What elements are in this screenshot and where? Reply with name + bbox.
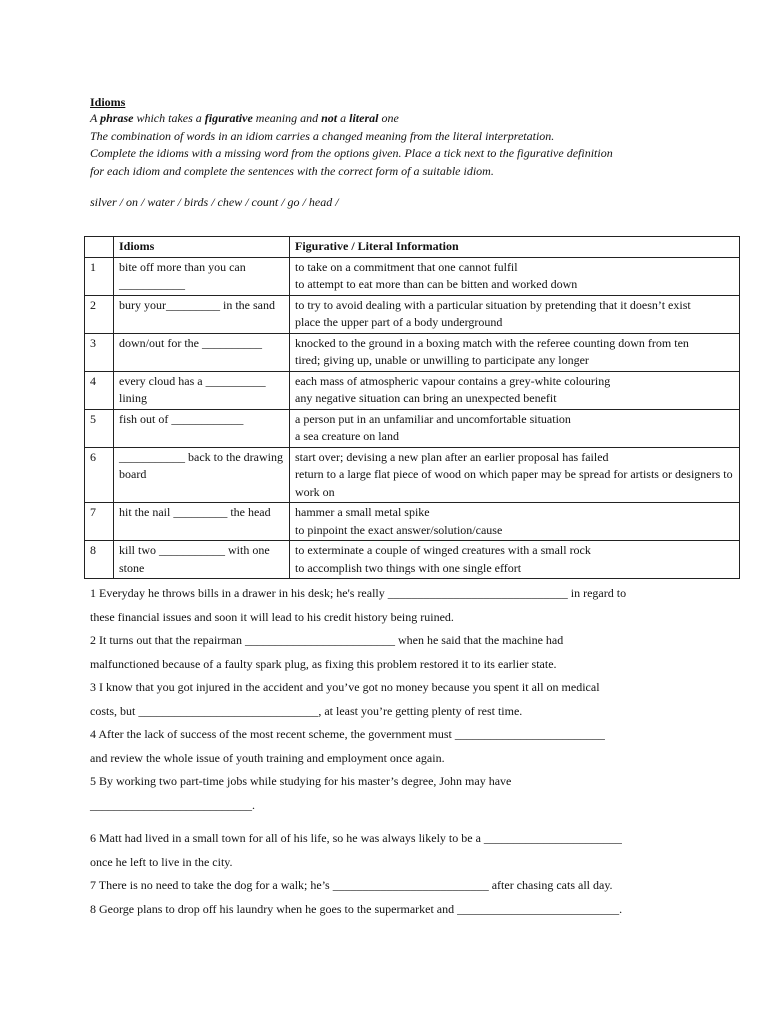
definition-option[interactable]: knocked to the ground in a boxing match with the referee counting down from ten bbox=[295, 335, 689, 350]
definition-cell bbox=[290, 541, 740, 579]
word-options: silver / on / water / birds / chew / count / go / head / bbox=[90, 195, 339, 209]
definition-cell bbox=[290, 257, 740, 295]
header-idioms: Idioms bbox=[114, 237, 290, 258]
idioms-table bbox=[84, 236, 740, 579]
sentence-list bbox=[90, 582, 690, 921]
header-info: Figurative / Literal Information bbox=[290, 237, 740, 258]
intro-text bbox=[90, 110, 740, 180]
table-row bbox=[85, 409, 740, 447]
idiom-cell: bite off more than you can ___________ bbox=[114, 257, 290, 295]
row-number: 3 bbox=[85, 333, 114, 371]
intro-line-4: for each idiom and complete the sentences with the correct form of a suitable idiom. bbox=[90, 163, 494, 178]
table-row bbox=[85, 541, 740, 579]
definition-option[interactable]: tired; giving up, unable or unwilling to participate any longer bbox=[295, 353, 589, 367]
idiom-cell: fish out of ____________ bbox=[114, 409, 290, 447]
definition-cell bbox=[290, 409, 740, 447]
sentence-line: costs, but ______________________________, at least you’re getting plenty of rest time. bbox=[90, 703, 523, 718]
table-row bbox=[85, 447, 740, 503]
definition-option[interactable]: each mass of atmospheric vapour contains a grey-white colouring bbox=[295, 373, 611, 388]
definition-option[interactable]: a sea creature on land bbox=[295, 429, 399, 443]
definition-option[interactable]: return to a large flat piece of wood on which paper may be spread for artists or designers to work on bbox=[295, 467, 733, 499]
row-number: 4 bbox=[85, 371, 114, 409]
table-row bbox=[85, 371, 740, 409]
sentence-line: 4 After the lack of success of the most recent scheme, the government must _________________________ bbox=[90, 727, 605, 741]
intro-line-2: The combination of words in an idiom carries a changed meaning from the literal interpretation. bbox=[90, 128, 555, 143]
definition-cell bbox=[290, 333, 740, 371]
row-number: 7 bbox=[85, 503, 114, 541]
worksheet-header bbox=[90, 94, 740, 210]
intro-line-3: Complete the idioms with a missing word from the options given. Place a tick next to the figurative definition bbox=[90, 146, 613, 160]
definition-option[interactable]: a person put in an unfamiliar and uncomfortable situation bbox=[295, 411, 571, 426]
idiom-cell: every cloud has a __________ lining bbox=[114, 371, 290, 409]
definition-cell bbox=[290, 447, 740, 503]
sentence-line: and review the whole issue of youth training and employment once again. bbox=[90, 750, 445, 765]
definition-option[interactable]: to attempt to eat more than can be bitten and worked down bbox=[295, 277, 578, 291]
idiom-cell: hit the nail _________ the head bbox=[114, 503, 290, 541]
row-number: 2 bbox=[85, 295, 114, 333]
definition-option[interactable]: to take on a commitment that one cannot fulfil bbox=[295, 259, 518, 274]
row-number: 8 bbox=[85, 541, 114, 579]
sentence-line: 3 I know that you got injured in the accident and you’ve got no money because you spent it all on medical bbox=[90, 680, 600, 694]
idiom-cell: kill two ___________ with one stone bbox=[114, 541, 290, 579]
definition-option[interactable]: to try to avoid dealing with a particular situation by pretending that it doesn’t exist bbox=[295, 297, 691, 312]
sentence-line: malfunctioned because of a faulty spark plug, as fixing this problem restored it to its earlier state. bbox=[90, 656, 557, 671]
definition-cell bbox=[290, 371, 740, 409]
idiom-cell: bury your_________ in the sand bbox=[114, 295, 290, 333]
table-header-row bbox=[85, 237, 740, 258]
table-row bbox=[85, 503, 740, 541]
header-number bbox=[85, 237, 114, 258]
sentence-line: 1 Everyday he throws bills in a drawer in his desk; he's really ______________________________ in regard to bbox=[90, 586, 627, 600]
definition-option[interactable]: place the upper part of a body underground bbox=[295, 315, 503, 329]
definition-option[interactable]: to exterminate a couple of winged creatures with a small rock bbox=[295, 543, 591, 557]
definition-option[interactable]: any negative situation can bring an unexpected benefit bbox=[295, 391, 557, 405]
row-number: 1 bbox=[85, 257, 114, 295]
definition-cell bbox=[290, 295, 740, 333]
idiom-cell: ___________ back to the drawing board bbox=[114, 447, 290, 503]
definition-option[interactable]: start over; devising a new plan after an earlier proposal has failed bbox=[295, 449, 609, 464]
definition-option[interactable]: to accomplish two things with one single effort bbox=[295, 560, 522, 575]
page-title: Idioms bbox=[90, 95, 126, 109]
sentence-line: 5 By working two part-time jobs while studying for his master’s degree, John may have bbox=[90, 774, 512, 788]
row-number: 5 bbox=[85, 409, 114, 447]
sentence-line: once he left to live in the city. bbox=[90, 854, 233, 869]
table-row bbox=[85, 257, 740, 295]
definition-cell bbox=[290, 503, 740, 541]
intro-line-1: A phrase which takes a figurative meaning and not a literal one bbox=[90, 111, 399, 125]
row-number: 6 bbox=[85, 447, 114, 503]
sentence-line: ___________________________. bbox=[90, 797, 255, 812]
definition-option[interactable]: to pinpoint the exact answer/solution/cause bbox=[295, 522, 503, 537]
definition-option[interactable]: hammer a small metal spike bbox=[295, 505, 430, 519]
idiom-cell: down/out for the __________ bbox=[114, 333, 290, 371]
sentence-line: these financial issues and soon it will lead to his credit history being ruined. bbox=[90, 609, 454, 624]
sentence-line: 2 It turns out that the repairman _________________________ when he said that the machine had bbox=[90, 633, 564, 647]
table-row bbox=[85, 333, 740, 371]
sentence-line: 7 There is no need to take the dog for a walk; he’s __________________________ after chasing cats all day. bbox=[90, 878, 613, 892]
sentence-line: 8 George plans to drop off his laundry when he goes to the supermarket and ___________________________. bbox=[90, 901, 623, 916]
sentence-line: 6 Matt had lived in a small town for all of his life, so he was always likely to be a _______________________ bbox=[90, 831, 622, 845]
table-row bbox=[85, 295, 740, 333]
